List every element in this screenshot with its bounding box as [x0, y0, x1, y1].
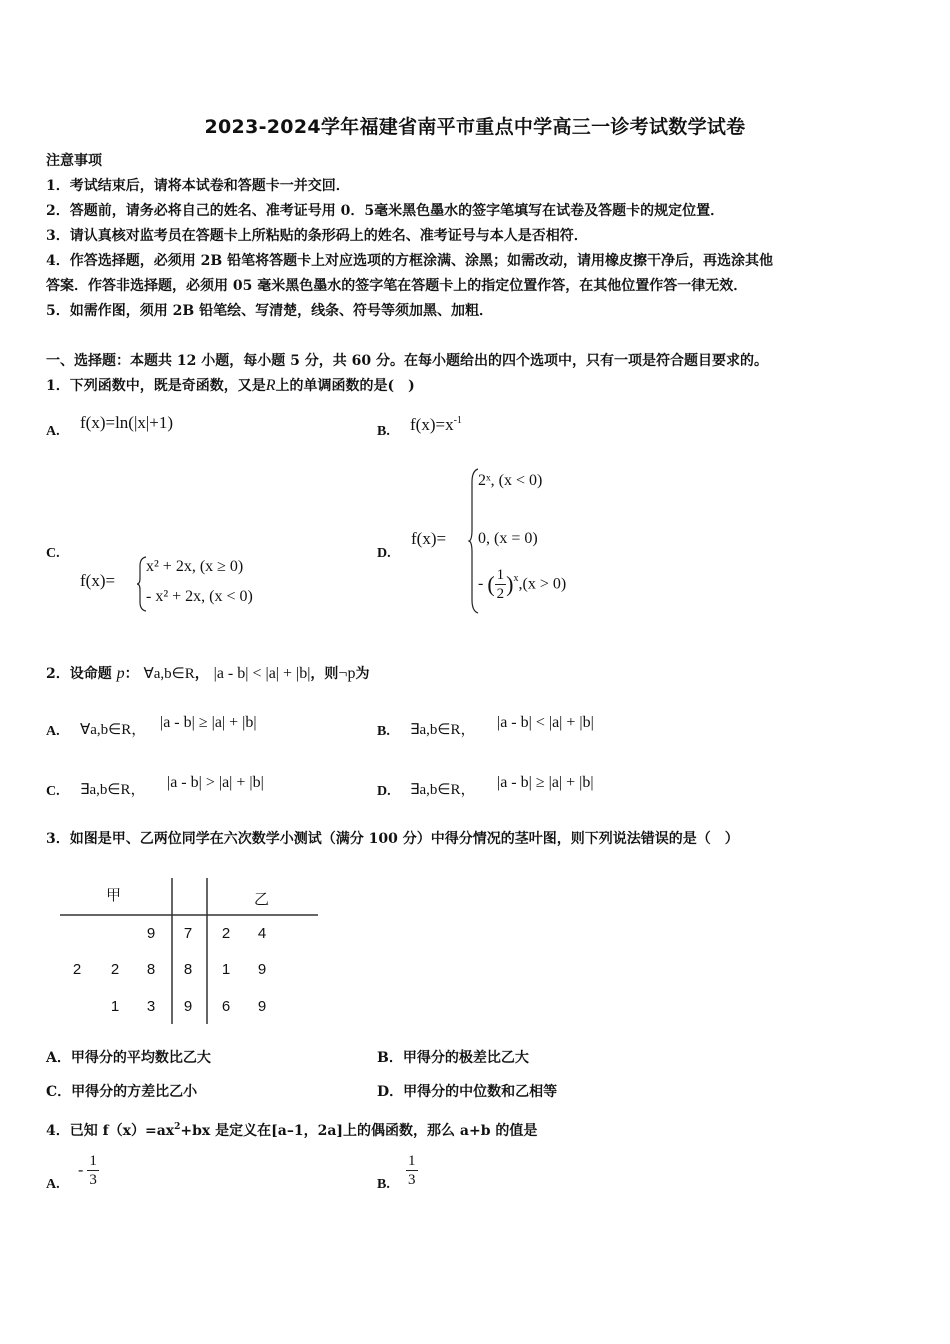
fraction: $\frac{1}{3}$: [408, 1153, 416, 1188]
notice-item: 4．作答选择题，必须用 2B 铅笔将答题卡上对应选项的方框涂满、涂黑；如需改动，请用橡皮擦干净后，再选涂其他: [46, 253, 774, 269]
notice-item: 答案．作答非选择题，必须用 05 毫米黑色墨水的签字笔在答题卡上的指定位置作答，在其他位置作答一律无效．: [46, 278, 748, 294]
leaf-right: 4: [257, 925, 267, 942]
leaf-right: 2: [221, 925, 231, 942]
question-1-stem: 1．下列函数中，既是奇函数，又是R上的单调函数的是( ): [46, 377, 415, 394]
stem: 9: [183, 998, 193, 1015]
q1-option-b-formula: $f(x)=x^{-1}$: [410, 415, 462, 434]
q1-option-d-line2: 0, (x = 0): [478, 530, 538, 547]
q4-option-a-value: - $\frac{1}{3}$: [78, 1153, 97, 1188]
q1-option-d-prefix: f(x)=: [411, 529, 447, 548]
q2-option-b-ineq: |a - b| < |a| + |b|: [497, 714, 594, 731]
leaf-right: 1: [221, 961, 231, 978]
q1-option-c-line1: x² + 2x, (x ≥ 0): [146, 558, 244, 575]
q1-option-c-prefix: f(x)=: [80, 571, 116, 590]
q2-option-d-label: D.: [377, 784, 391, 799]
q1-option-d-label: D.: [377, 546, 391, 561]
notice-item: 2．答题前，请务必将自己的姓名、准考证号用 0．5毫米黑色墨水的签字笔填写在试卷及答题卡的规定位置．: [46, 203, 725, 219]
question-2-stem: 2．设命题 p： ∀a,b∈R， |a - b| < |a| + |b|，则¬p为: [46, 665, 370, 682]
leaf-left: 2: [72, 961, 82, 978]
fraction: $\frac{1}{3}$: [89, 1153, 97, 1188]
q1-option-a-label: A.: [46, 424, 60, 439]
leaf-left: 8: [146, 961, 156, 978]
q3-option-b: B．甲得分的极差比乙大: [377, 1050, 529, 1066]
q2-option-a-quant: ∀a,b∈R，: [80, 722, 147, 738]
q1-option-c-label: C.: [46, 546, 60, 561]
q1-option-c-line2: - x² + 2x, (x < 0): [146, 588, 253, 605]
notice-item: 5．如需作图，须用 2B 铅笔绘、写清楚，线条、符号等须加黑、加粗．: [46, 303, 494, 319]
q1-option-a-formula: f(x)=ln(|x|+1): [80, 413, 174, 432]
stem: 7: [183, 925, 193, 942]
q2-option-b-quant: ∃a,b∈R，: [410, 722, 476, 738]
q1-option-d-line1: 2ˣ, (x < 0): [478, 472, 543, 489]
fraction: $\frac{1}{2}$: [496, 567, 505, 602]
leaf-right: 9: [257, 961, 267, 978]
q3-option-a: A．甲得分的平均数比乙大: [46, 1050, 211, 1066]
q4-option-b-value: [406, 1152, 418, 1189]
question-3-stem: 3．如图是甲、乙两位同学在六次数学小测试（满分 100 分）中得分情况的茎叶图，则下列说法错误的是（ ）: [46, 831, 739, 847]
q2-option-d-ineq: |a - b| ≥ |a| + |b|: [497, 774, 594, 791]
q1-option-d-line3: - ( $\frac{1}{2}$ )$^x$,(x > 0): [478, 567, 567, 602]
stem: 8: [183, 961, 193, 978]
q2-option-c-quant: ∃a,b∈R，: [80, 782, 146, 798]
leaf-right: 6: [221, 998, 231, 1015]
leaf-left: 3: [146, 998, 156, 1015]
q4-option-a-label: A.: [46, 1177, 60, 1192]
page-title: 2023-2024学年福建省南平市重点中学高三一诊考试数学试卷: [204, 116, 746, 138]
q2-option-c-ineq: |a - b| > |a| + |b|: [167, 774, 264, 791]
q3-option-d: D．甲得分的中位数和乙相等: [377, 1084, 558, 1100]
leaf-right: 9: [257, 998, 267, 1015]
stem-leaf-plot: [58, 878, 320, 1028]
notice-heading: 注意事项: [46, 153, 102, 169]
q3-option-c: C．甲得分的方差比乙小: [46, 1084, 198, 1100]
leaf-left: 1: [110, 998, 120, 1015]
q2-option-c-label: C.: [46, 784, 60, 799]
q2-option-a-label: A.: [46, 724, 60, 739]
q2-option-d-quant: ∃a,b∈R，: [410, 782, 476, 798]
leaf-left: 9: [146, 925, 156, 942]
leaf-left: 2: [110, 961, 120, 978]
q1-option-b-label: B.: [377, 424, 390, 439]
q4-option-b-label: B.: [377, 1177, 390, 1192]
notice-item: 3．请认真核对监考员在答题卡上所粘贴的条形码上的姓名、准考证号与本人是否相符．: [46, 228, 588, 244]
section-heading: 一、选择题：本题共 12 小题，每小题 5 分，共 60 分。在每小题给出的四个选项中，只有一项是符合题目要求的。: [46, 353, 768, 369]
right-header: 乙: [254, 890, 270, 908]
q2-option-a-ineq: |a - b| ≥ |a| + |b|: [160, 714, 257, 731]
paren: (: [487, 571, 495, 597]
left-header: 甲: [106, 886, 122, 904]
paren: ): [506, 571, 514, 597]
q2-option-b-label: B.: [377, 724, 390, 739]
question-4-stem: 4．已知 $f(x)=ax^2+bx$ 是定义在[a–1，2a]上的偶函数，那么 a+b 的值是: [46, 1122, 538, 1139]
notice-item: 1．考试结束后，请将本试卷和答题卡一并交回．: [46, 178, 350, 194]
